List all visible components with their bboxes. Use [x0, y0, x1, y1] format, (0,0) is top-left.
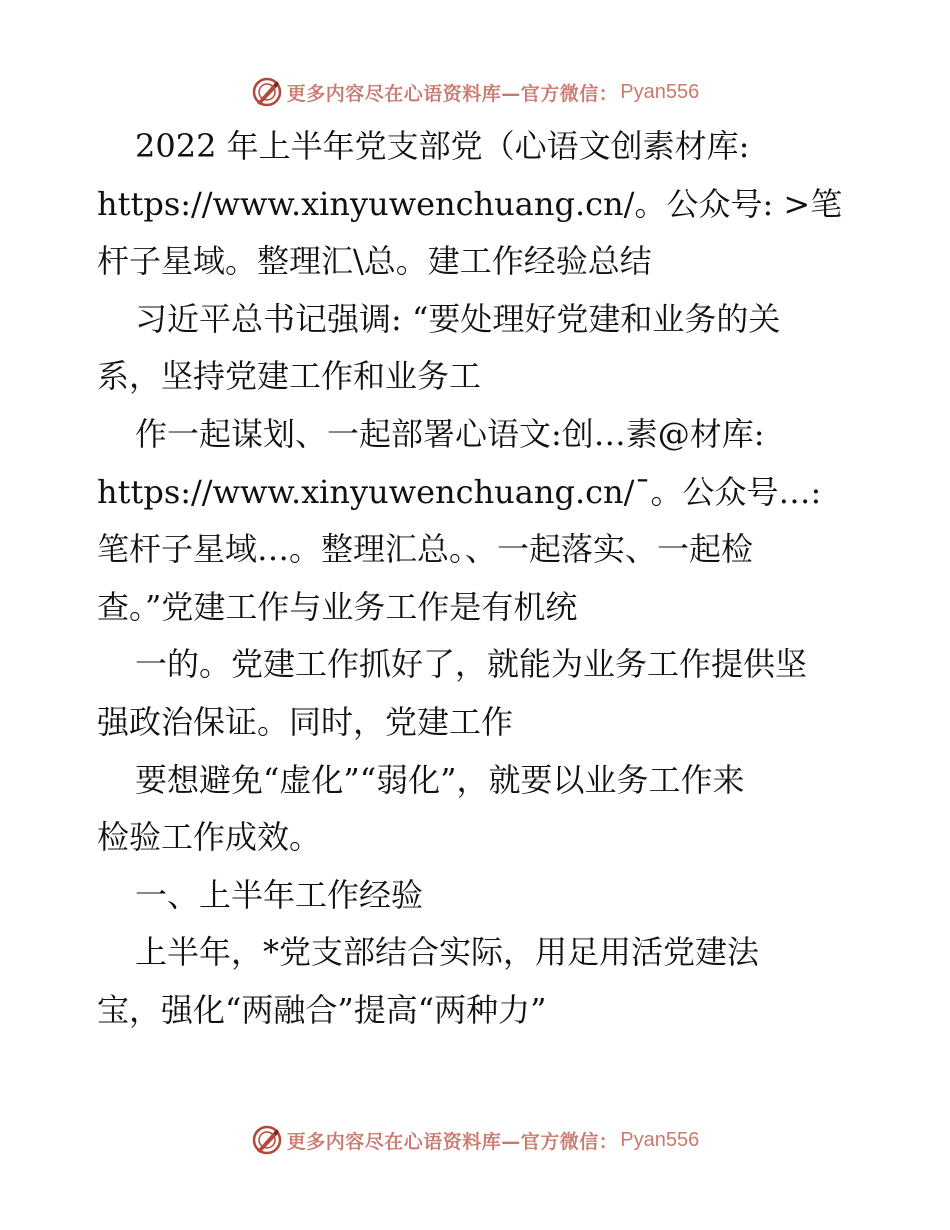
- paragraph-line: 强政治保证。同时，党建工作: [97, 702, 514, 741]
- paragraph-line: 上半年，*党支部结合实际，用足用活党建法: [135, 933, 760, 972]
- title-line-1: 2022 年上半年党支部党（心语文创素材库:: [135, 127, 750, 165]
- title-line-3: 杆子星域。整理汇\总。建工作经验总结: [97, 242, 652, 281]
- header-watermark: [0, 72, 950, 112]
- paragraph-line: 系，坚持党建工作和业务工: [97, 357, 482, 396]
- paragraph-line: 宝，强化“两融合”提高“两种力”: [97, 990, 547, 1029]
- pen-logo-icon: [251, 76, 283, 108]
- document-body: [97, 118, 857, 1040]
- paragraph-line: 笔杆子星域…。整理汇总。、一起落实、一起检: [97, 530, 754, 569]
- paragraph-line: 查。”党建工作与业务工作是有机统: [97, 587, 578, 626]
- paragraph-line: 要想避免“虚化”“弱化”，就要以业务工作来: [135, 760, 745, 799]
- paragraph-line: 检验工作成效。: [97, 818, 322, 857]
- paragraph-line: https://www.xinyuwenchuang.cn/¯。公众号…:: [97, 472, 822, 511]
- paragraph-line: 作一起谋划、一起部署心语文:创…素@材库:: [135, 414, 765, 453]
- watermark-wechat-id: Pyan556: [620, 80, 700, 103]
- watermark-text: 更多内容尽在心语资料库—官方微信：: [286, 1130, 619, 1153]
- pen-logo-icon: [251, 1124, 283, 1156]
- footer-watermark: [0, 1120, 950, 1160]
- paragraph-line: 一的。党建工作抓好了，就能为业务工作提供坚: [135, 645, 808, 684]
- title-line-2: https://www.xinyuwenchuang.cn/。公众号: >笔: [97, 184, 843, 223]
- paragraph-line: 习近平总书记强调: “要处理好党建和业务的关: [135, 299, 781, 338]
- section-heading: 一、上半年工作经验: [135, 875, 424, 914]
- watermark-text: 更多内容尽在心语资料库—官方微信：: [286, 82, 619, 105]
- watermark-wechat-id: Pyan556: [620, 1128, 700, 1151]
